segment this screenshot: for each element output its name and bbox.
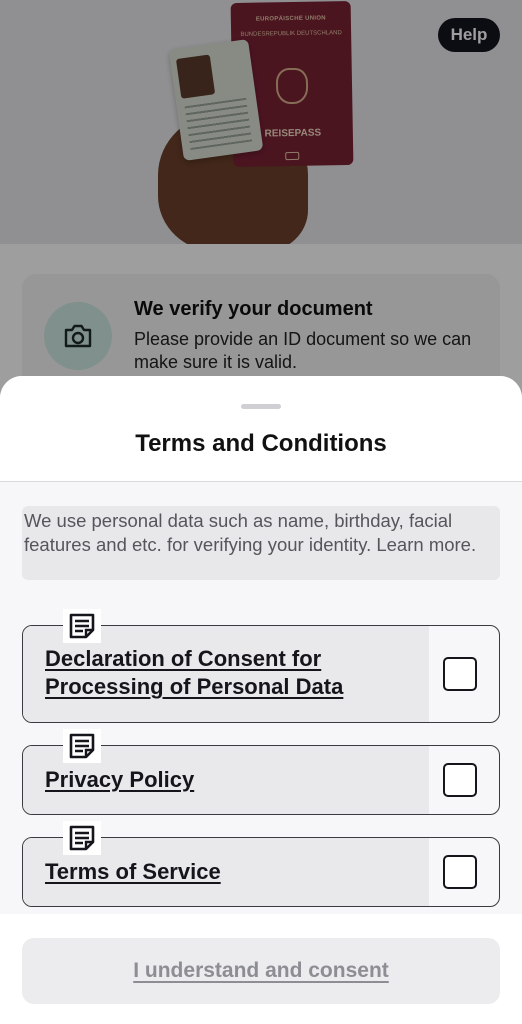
privacy-policy-checkbox[interactable] [443, 763, 477, 797]
sheet-title: Terms and Conditions [135, 430, 387, 457]
declaration-link[interactable]: Declaration of Consent for Processing of Personal Data [45, 646, 344, 699]
help-button[interactable]: Help [438, 18, 500, 52]
consent-item-terms-of-service[interactable] [22, 837, 500, 907]
declaration-checkbox[interactable] [443, 657, 477, 691]
sheet-header [0, 376, 522, 482]
document-icon [63, 609, 101, 643]
consent-item-privacy-policy[interactable] [22, 745, 500, 815]
passport-type-text: REISEPASS [264, 127, 322, 140]
terms-of-service-checkbox[interactable] [443, 855, 477, 889]
document-icon [63, 821, 101, 855]
sheet-footer [0, 914, 522, 1024]
verify-description: Please provide an ID document so we can make sure it is valid. [134, 329, 472, 372]
document-icon [63, 729, 101, 763]
terms-bottom-sheet [0, 376, 522, 1024]
sheet-grabber-handle[interactable] [241, 404, 281, 409]
terms-of-service-link[interactable]: Terms of Service [45, 859, 221, 884]
intro-text[interactable]: We use personal data such as name, birthday, facial features and etc. for verifying your identity. Learn more. [22, 506, 500, 580]
verify-title: We verify your document [134, 298, 373, 320]
passport-union-text: EUROPÄISCHE UNION [255, 15, 326, 23]
consent-item-declaration[interactable] [22, 625, 500, 723]
passport-country-text: BUNDESREPUBLIK DEUTSCHLAND [240, 30, 342, 38]
privacy-policy-link[interactable]: Privacy Policy [45, 767, 195, 792]
consent-button[interactable]: I understand and consent [22, 938, 500, 1004]
